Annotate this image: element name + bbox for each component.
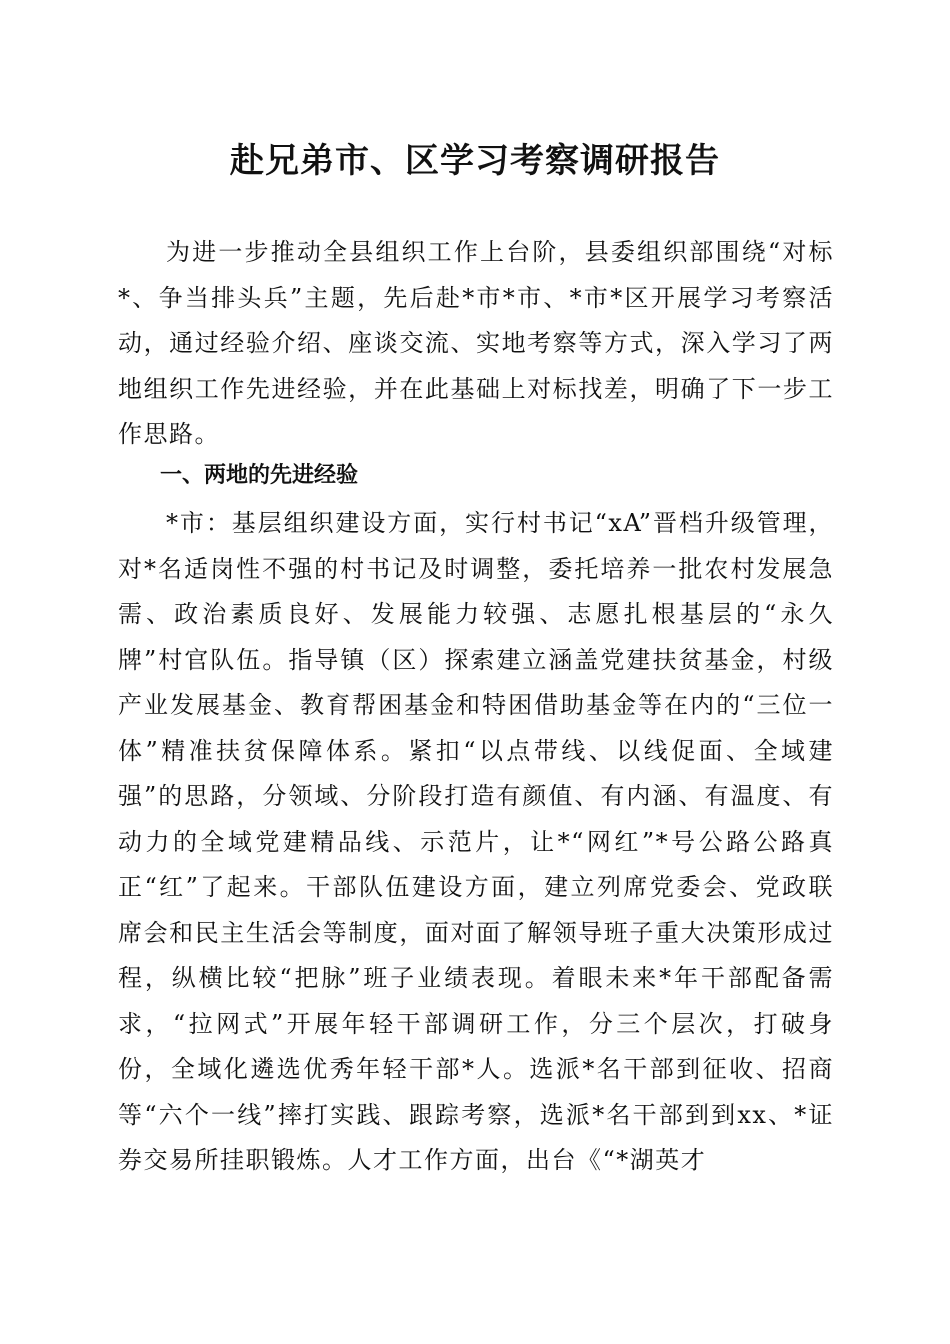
document-title: 赴兄弟市、区学习考察调研报告: [230, 141, 720, 181]
section-paragraph: *市：基层组织建设方面，实行村书记“xA”晋档升级管理，对*名适岗性不强的村书记及时调整，委托培养一批农村发展急需、政治素质良好、发展能力较强、志愿扎根基层的“永久牌”村官队伍。指导镇（区）探索建立涵盖党建扶贫基金，村级产业发展基金、教育帮困基金和特困借助基金等在内的“三位一体”精准扶贫保障体系。紧扣“以点带线、以线促面、全域建强”的思路，分领域、分阶段打造有颜值、有内涵、有温度、有动力的全域党建精品线、示范片，让*“网红”*号公路公路真正“红”了起来。干部队伍建设方面，建立列席党委会、党政联席会和民主生活会等制度，面对面了解领导班子重大决策形成过程，纵横比较“把脉”班子业绩表现。着眼未来*年干部配备需求，“拉网式”开展年轻干部调研工作，分三个层次，打破身份，全域化遴选优秀年轻干部*人。选派*名干部到征收、招商等“六个一线”摔打实践、跟踪考察，选派*名干部到到xx、*证券交易所挂职锻炼。人才工作方面，出台《“*湖英才: [118, 509, 834, 1174]
section-heading: 一、两地的先进经验: [160, 463, 359, 488]
intro-paragraph: 为进一步推动全县组织工作上台阶，县委组织部围绕“对标*、争当排头兵”主题，先后赴*市*市、*市*区开展学习考察活动，通过经验介绍、座谈交流、实地考察等方式，深入学习了两地组织工作先进经验，并在此基础上对标找差，明确了下一步工作思路。: [118, 238, 834, 448]
